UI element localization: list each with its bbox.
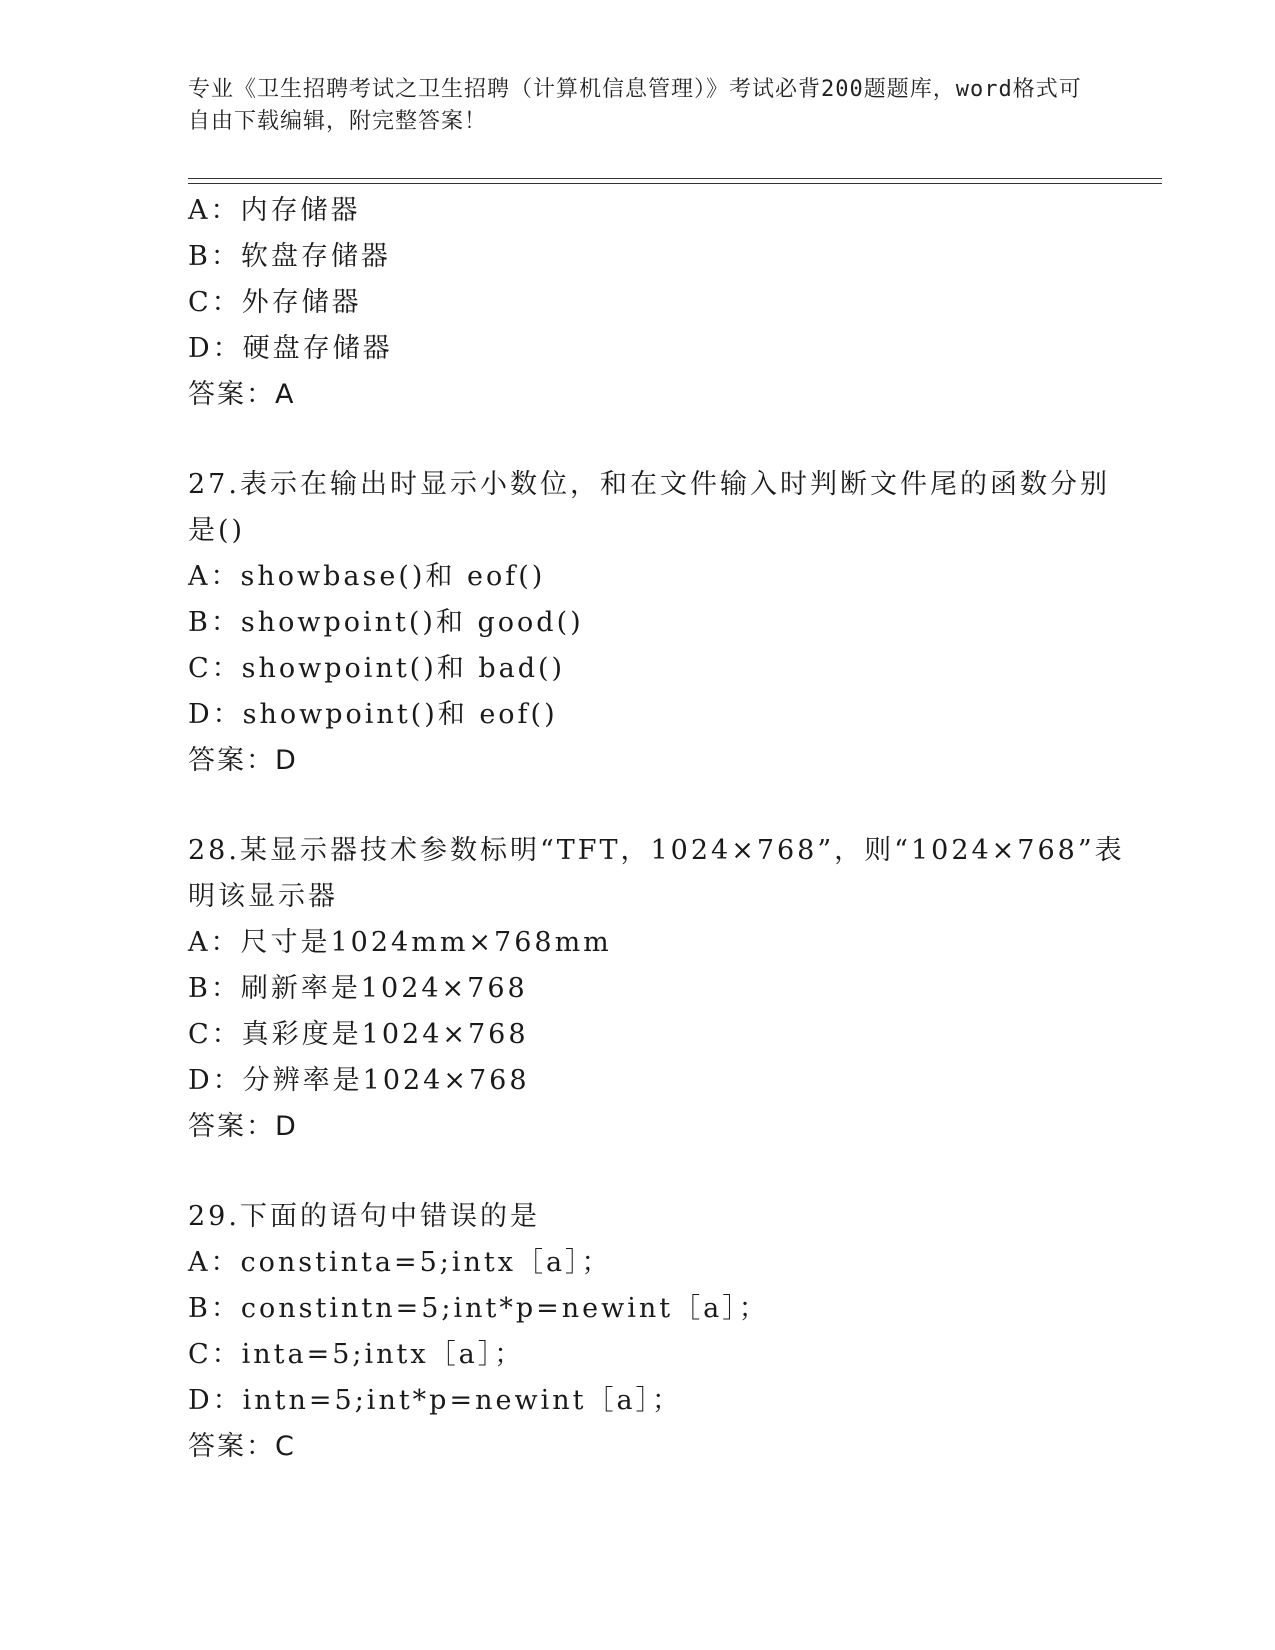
option-a: A：内存储器 bbox=[188, 195, 361, 226]
option-c: C：外存储器 bbox=[188, 287, 362, 318]
answer: 答案：C bbox=[188, 1431, 296, 1462]
option-a: A：尺寸是1024mm×768mm bbox=[188, 927, 612, 958]
question-29 bbox=[188, 1194, 1088, 1470]
question-list bbox=[188, 188, 1125, 1470]
option-d: D：分辨率是1024×768 bbox=[188, 1065, 530, 1096]
answer: 答案：D bbox=[188, 745, 298, 776]
header-divider-bottom bbox=[188, 183, 1162, 184]
option-b: B：showpoint()和 good() bbox=[188, 607, 584, 638]
option-a: A：showbase()和 eof() bbox=[188, 561, 546, 592]
question-27 bbox=[188, 462, 1110, 784]
question-stem-line-2: 明该显示器 bbox=[188, 881, 338, 912]
question-stem-line-1: 29.下面的语句中错误的是 bbox=[188, 1201, 540, 1232]
option-d: D：showpoint()和 eof() bbox=[188, 699, 558, 730]
option-b: B：软盘存储器 bbox=[188, 241, 391, 272]
option-d: D：intn=5;int*p=newint［a］； bbox=[188, 1385, 683, 1416]
answer: 答案：D bbox=[188, 1111, 298, 1142]
option-a: A：constinta=5;intx［a］； bbox=[188, 1247, 612, 1278]
option-d: D：硬盘存储器 bbox=[188, 333, 393, 364]
question-28 bbox=[188, 828, 1125, 1150]
option-b: B：constintn=5;int*p=newint［a］； bbox=[188, 1293, 769, 1324]
header-divider-top bbox=[188, 178, 1162, 179]
document-header: 专业《卫生招聘考试之卫生招聘（计算机信息管理）》考试必背200题题库，word格式可自由下载编辑，附完整答案！ bbox=[188, 77, 1082, 134]
question-stem-line-1: 27.表示在输出时显示小数位，和在文件输入时判断文件尾的函数分别 bbox=[188, 469, 1110, 500]
question-stem-line-1: 28.某显示器技术参数标明“TFT，1024×768”，则“1024×768”表 bbox=[188, 835, 1125, 866]
question-26 bbox=[188, 188, 1088, 418]
question-stem-line-2: 是() bbox=[188, 515, 246, 546]
answer: 答案：A bbox=[188, 379, 296, 410]
option-c: C：inta=5;intx［a］； bbox=[188, 1339, 525, 1370]
option-b: B：刷新率是1024×768 bbox=[188, 973, 528, 1004]
option-c: C：真彩度是1024×768 bbox=[188, 1019, 529, 1050]
option-c: C：showpoint()和 bad() bbox=[188, 653, 566, 684]
